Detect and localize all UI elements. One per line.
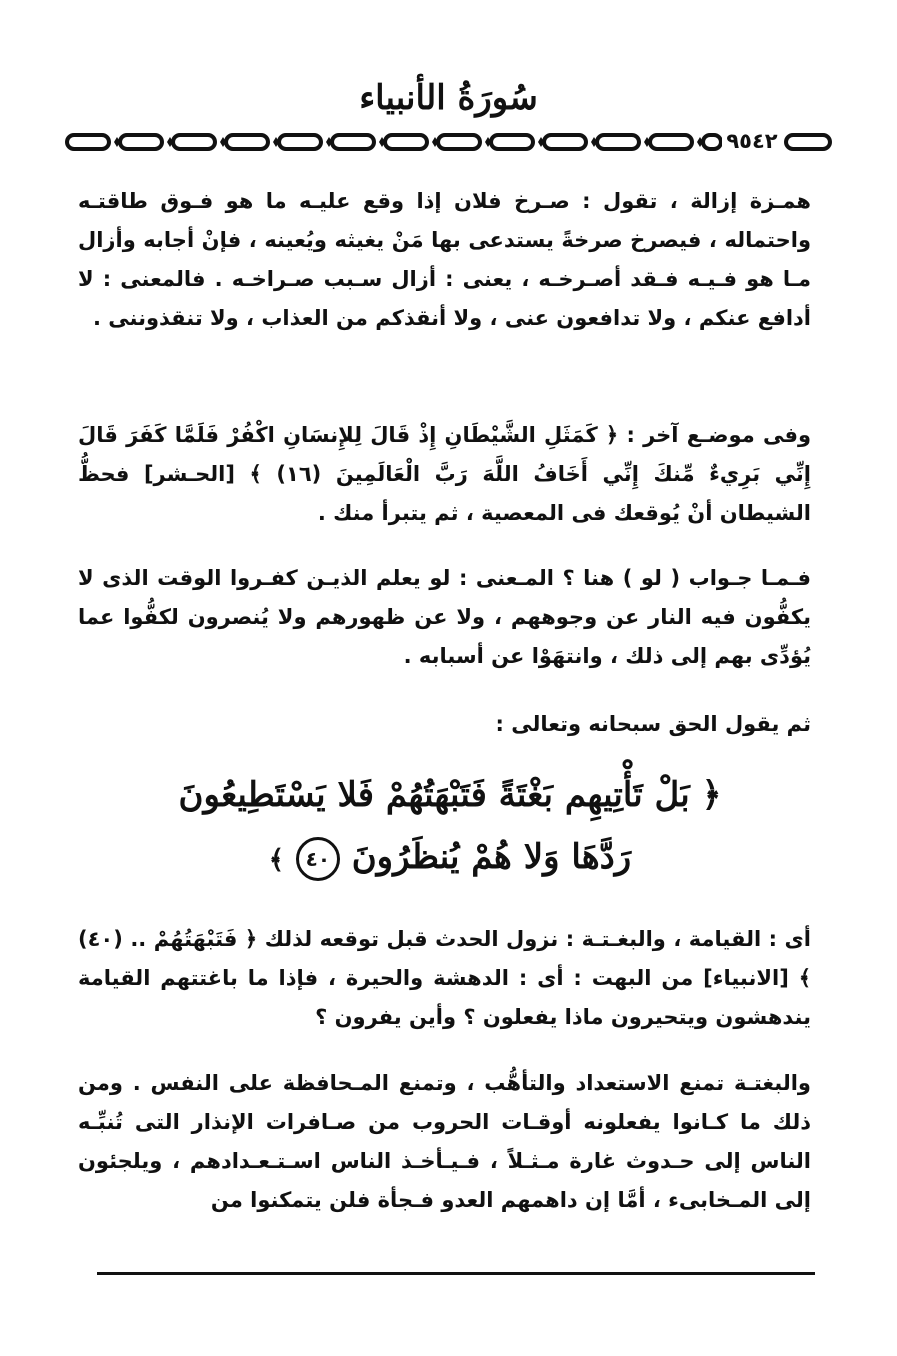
verse-line-2-text: رَدَّهَا وَلا هُمْ يُنظَرُونَ bbox=[351, 837, 632, 877]
verse-line-1: ﴿ بَلْ تَأْتِيهِم بَغْتَةً فَتَبْهَتُهُمْ فَلا يَسْتَطِيعُونَ bbox=[178, 775, 722, 815]
paragraph-1: همـزة إزالة ، تقول : صـرخ فلان إذا وقع عليـه ما هو فـوق طاقتـه واحتماله ، فيصرخ صرخةً يستدعى بها مَنْ يغيثه ويُعينه ، فإنْ أجابه وأزال مـا هو فـيـه فـقد أصـرخـه ، يعنى : أزال سـبب صـراخـه . فالمعنى : لا أدافع عنكم ، ولا تدافعون عنى ، ولا أنقذكم من العذاب ، ولا تنقذوننى . bbox=[78, 189, 811, 330]
paragraph-2: وفى موضـع آخر : ﴿ كَمَثَلِ الشَّيْطَانِ إِذْ قَالَ لِلإِنسَانِ اكْفُرْ فَلَمَّا كَفَرَ قَالَ إِنِّي بَرِيءٌ مِّنكَ إِنِّي أَخَافُ اللَّهَ رَبَّ الْعَالَمِينَ (١٦) ﴾ [الحـشر] فحظُّ الشيطان أنْ يُوقعك فى المعصية ، ثم يتبرأ منك . bbox=[78, 423, 811, 525]
verse-line-2 bbox=[140, 826, 760, 891]
quran-verse bbox=[140, 764, 760, 891]
verse-closing-bracket: ﴾ bbox=[268, 845, 285, 875]
paragraph-6: والبغتـة تمنع الاستعداد والتأهُّب ، وتمنع المـحافظة على النفس . ومن ذلك ما كـانوا يفعلونه أوقـات الحروب من صـافرات الإنذار التى تُنبِّـه الناس إلى حـدوث غارة مـثـلاً ، فـيـأخـذ الناس اسـتـعـدادهم ، ويلجئون إلى المـخابىء ، أمَّا إن داهمهم العدو فـجأة فلن يتمكنوا من bbox=[78, 1071, 811, 1212]
paragraph-5: أى : القيامة ، والبغـتـة : نزول الحدث قبل توقعه لذلك ﴿ فَتَبْهَتُهُمْ .. (٤٠) ﴾ [الانبياء] من البهت : أى : الدهشة والحيرة ، فإذا ما باغتتهم القيامة يندهشون ويتحيرون ماذا يفعلون ؟ وأين يفرون ؟ bbox=[78, 927, 811, 1029]
surah-title: سُورَةُ الأنبياء bbox=[359, 78, 538, 118]
paragraph-3: فـمـا جـواب ( لو ) هنا ؟ المـعنى : لو يعلم الذيـن كفـروا الوقت الذى لا يكفُّون فيه النار عن وجوههم ، ولا عن ظهورهم ولا يُنصرون لكفُّوا عما يُؤدِّى بهم إلى ذلك ، وانتهَوْا عن أسبابه . bbox=[78, 566, 811, 668]
page-number: ٩٥٤٢ bbox=[722, 127, 782, 155]
chain-ornament-divider bbox=[64, 128, 834, 156]
footer-rule bbox=[97, 1272, 815, 1275]
paragraph-4: ثم يقول الحق سبحانه وتعالى : bbox=[495, 712, 811, 736]
verse-number-medallion: ٤٠ bbox=[296, 837, 340, 881]
